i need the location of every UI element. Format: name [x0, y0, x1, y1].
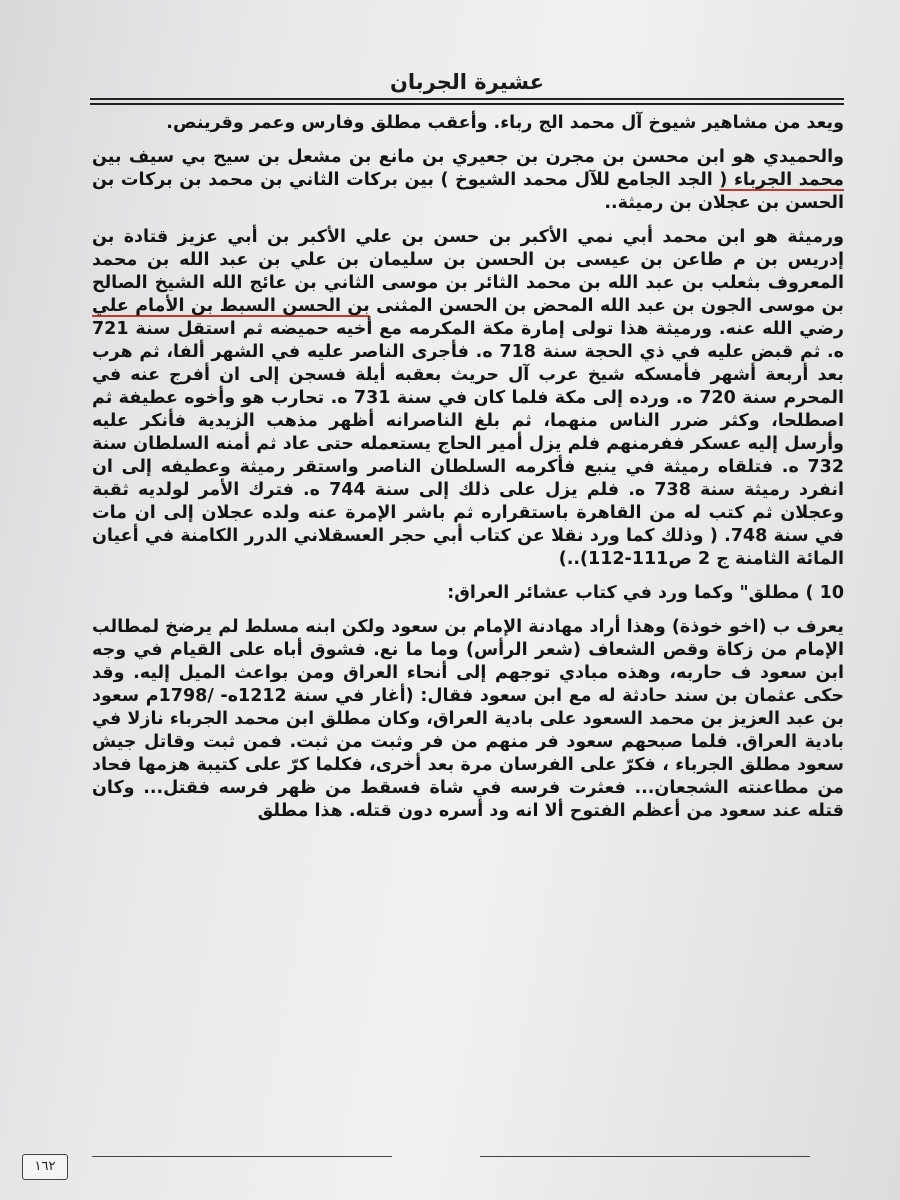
header-rule [90, 98, 844, 100]
paragraph-intro: ويعد من مشاهير شيوخ آل محمد الج رباء. وأعقب مطلق وفارس وعمر وقرينص. [166, 113, 844, 133]
paragraph-text: ورميثة هو ابن محمد أبي نمي الأكبر بن حسن بن علي الأكبر بن أبي عزيز قتادة بن إدريس بن م طاعن بن عيسى بن الحسن بن سليمان بن علي بن عبد الله بن محمد المعروف بثعلب بن عبد الله بن محمد الثائر بن موسى الثاني بن عائج الله الشيخ الصالح بن موسى الجون بن عبد الله المحض بن الحسن المثنى [92, 227, 844, 316]
header-rule [90, 103, 844, 105]
page-number: ١٦٢ [22, 1154, 68, 1180]
paragraph-text: رضي الله عنه. ورميثة هذا تولى إمارة مكة المكرمه مع أخيه حميضه ثم استقل سنة 721 ه. ثم قبض عليه في ذي الحجة سنة 718 ه. فأجرى الناصر عليه في الشهر ألفا، ثم هرب بعد أربعة أشهر فأمسكه شيخ عرب آل حريث بعقبه أيلة فسجن إلى ان أفرج عنه في المحرم سنة 720 ه. ورده إلى مكة فلما كان في سنة 731 ه. تحارب هو وأخوه عطيفة ثم اصطلحا، وكثر ضرر الناس منهما، ثم بلغ الناصرانه أظهر مذهب الزيدية فأنكر عليه وأرسل إليه عسكر ففرمنهم فلم يزل أمير الحاج يستعمله حتى عاد ثم أمنه السلطان سنة 732 ه. فتلقاه رميثة في ينبع فأكرمه السلطان الناصر واستقر رميثة وعطيفه إلى ان انفرد رميثة سنة 738 ه. فلم يزل على ذلك إلى سنة 744 ه. فترك الأمر لولديه ثقبة وعجلان ثم كتب له من القاهرة باستقراره ثم باشر الإمرة عنه ولده عجلان إلى ان مات في سنة 748. ( وذلك كما ورد نقلا عن كتاب أبي حجر العسقلاني الدرر الكامنة في أعيان المائة الثامنة ج 2 ص111-112)..) [92, 319, 845, 569]
section-heading: 10 ) مطلق" وكما ورد في كتاب عشائر العراق: [447, 583, 844, 603]
paragraph-text: والحميدي هو ابن محسن بن مجرن بن جعيري بن مانع بن مشعل بن سيح بي سيف بين [92, 147, 844, 167]
footer-rule [480, 1156, 810, 1157]
footer-rule [92, 1156, 392, 1157]
paragraph-rumaitha [92, 226, 844, 571]
paragraph-mutlaq: يعرف ب (اخو خوذة) وهذا أراد مهادنة الإمام بن سعود ولكن ابنه مسلط لم يرضخ لمطالب الإمام من زكاة وقص الشعاف (شعر الرأس) وما ما نع. فشوق أباه على القيام في وجه ابن سعود ف حاربه، وهذه مبادي توجهم إلى أنحاء العراق ومن بواعث الميل إليه. وقد حكى عثمان بن سند حادثة له مع ابن سعود فقال: (أغار في سنة 1212ه- /1798م سعود بن عبد العزيز بن محمد السعود على بادية العراق، وكان مطلق ابن محمد الجرباء نازلا في بادية العراق. فلما صبحهم سعود فر منهم من فر وثبت من ثبت. فمن ثبت وقاتل جيش سعود مطلق الجرباء ، فكرّ على الفرسان مرة بعد أخرى، فكلما كرّ على كتيبة هزمها فحاد من مطاعنته الشجعان... فعثرت فرسه في شاة فسقط من ظهر فرسه فقتل... وكان قتله عند سعود من أعظم الفتوح ألا انه ود أسره دون قتله. هذا مطلق [92, 617, 844, 821]
paragraph-text: الجد الجامع للآل محمد الشيوخ ) بين بركات الثاني بن محمد بن بركات بن الحسن بن عجلان بن رميثة.. [92, 170, 844, 213]
header-title: عشيرة الجربان [389, 70, 545, 94]
underlined-name: بن الحسن السبط بن الأمام علي [92, 296, 370, 316]
underlined-name: محمد الجرباء ( [719, 170, 844, 190]
paragraph-humaidi [92, 146, 844, 215]
running-header [90, 70, 844, 110]
body-text [92, 112, 844, 834]
